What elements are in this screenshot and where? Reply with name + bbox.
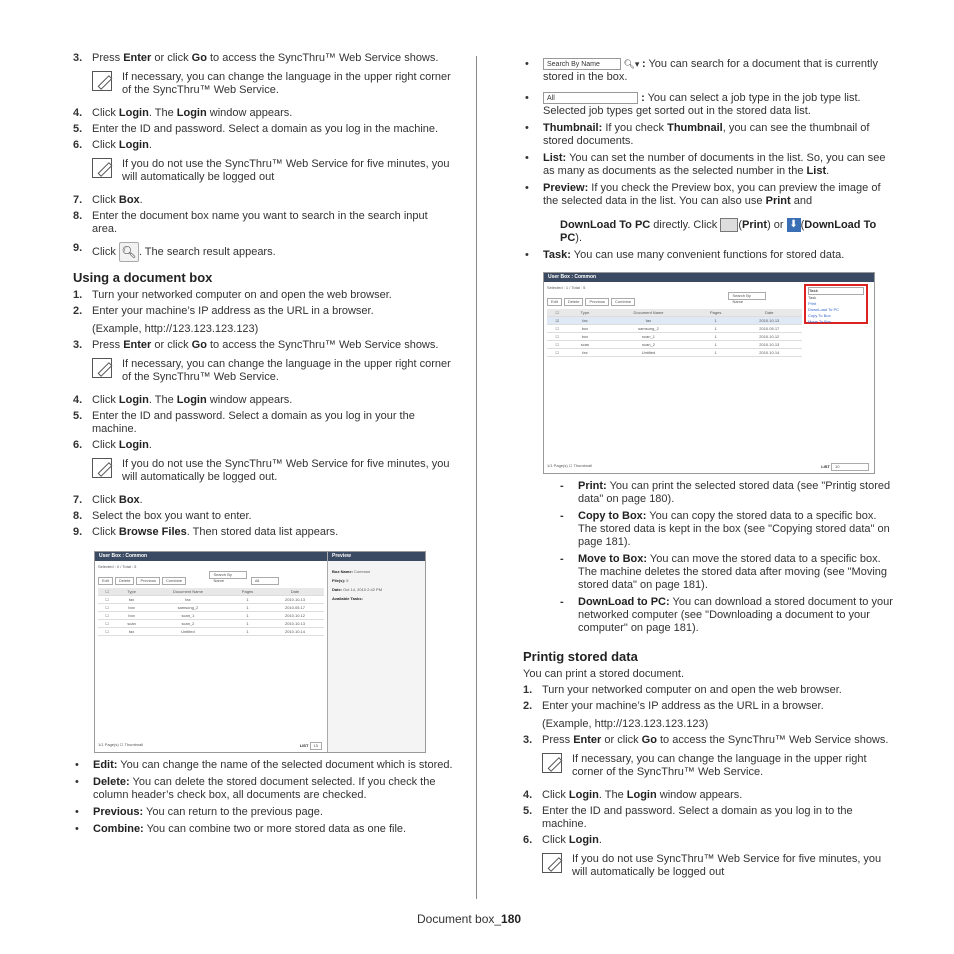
list-item: • Preview: If you check the Preview box, you can preview the image of the selected data in the list. You can also use Print and xyxy=(525,182,881,207)
thumbnail-checkbox[interactable]: Thumbnail xyxy=(573,463,593,468)
list-item: • Search By Name 🔍︎▾ : You can search for a document that is currently stored in the box. xyxy=(525,58,878,83)
section-heading: Printig stored data xyxy=(523,649,638,664)
documents-table: ☐ Type Document Name Pages Date ☑ fax fax 1 2010.10.13 ☐ box samsung_2 1 2010.05.17 ☐ box scan_1 1 2010.10.12 ☐ scan scan_2 1 2010.10.13 ☐ fax Untitled 1 2010.10.14 xyxy=(547,309,802,357)
left-column xyxy=(73,52,453,840)
list-select[interactable]: 15 xyxy=(310,742,322,750)
note-pencil-icon xyxy=(92,158,112,178)
table-row[interactable]: ☑ fax fax 1 2010.10.13 xyxy=(547,317,802,325)
list-select[interactable]: 10 xyxy=(831,463,869,471)
note: If necessary, you can change the language in the upper right corner of the SyncThru™ Web Service. xyxy=(92,358,453,384)
step: 4. Click Login. The Login window appears. xyxy=(73,394,293,406)
delete-button[interactable]: Delete xyxy=(115,577,135,585)
step: 3. Press Enter or click Go to access the SyncThru™ Web Service shows. xyxy=(73,52,439,64)
step: 2. Enter your machine’s IP address as the URL in a browser. xyxy=(523,700,824,712)
download-icon: ⬇ xyxy=(787,218,801,232)
note-pencil-icon xyxy=(92,358,112,378)
table-row[interactable]: ☐ fax Untitled 1 2010.10.14 xyxy=(98,628,324,636)
list-item: • Edit: You can change the name of the selected document which is stored. xyxy=(75,759,453,771)
note: If necessary, you can change the language in the upper right corner of the SyncThru™ Web Service. xyxy=(542,753,898,779)
task-menu-item[interactable]: Task xyxy=(808,295,817,300)
task-select[interactable]: Task xyxy=(808,287,864,295)
previous-button[interactable]: Previous xyxy=(585,298,609,306)
documents-table: ☐ Type Document Name Pages Date ☐ fax fax 1 2010.10.13 ☐ box samsung_2 1 2010.05.17 ☐ box scan_1 1 2010.10.12 ☐ scan scan_2 1 2010.10.13 ☐ fax Untitled 1 2010.10.14 xyxy=(98,588,324,636)
step: 4. Click Login. The Login window appears. xyxy=(523,789,743,801)
step: 4. Click Login. The Login window appears. xyxy=(73,107,293,119)
list-item: • Task: You can use many convenient functions for stored data. xyxy=(525,249,845,261)
step: 3. Press Enter or click Go to access the SyncThru™ Web Service shows. xyxy=(523,734,889,746)
list-item: - Print: You can print the selected stored data (see "Printig stored data" on page 180). xyxy=(560,480,891,505)
task-menu-item[interactable]: Copy To Box xyxy=(808,313,831,318)
intro-text: You can print a stored document. xyxy=(523,668,685,680)
table-row[interactable]: ☐ box samsung_2 1 2010.05.17 xyxy=(98,604,324,612)
thumbnail-checkbox[interactable]: Thumbnail xyxy=(124,742,144,747)
search-icon: 🔍︎ xyxy=(119,242,139,262)
edit-button[interactable]: Edit xyxy=(547,298,562,306)
screenshot-stored-data-list: User Box : Common Selected : 0 / Total : 5 Edit Delete Previous Combine Search By Name All ☐ Type Document Name Pages Date ☐ fax fax 1 2010.10.13 ☐ box samsung_2 1 2010.05.17 ☐ box scan_1 1 2010.10.12 ☐ scan scan_2 1 2010.10.13 ☐ fax Untitled 1 2010.10.14 1/1 Page(s) ☐ Thumbnail LIST 15 Preview Box Name: Common File(s): 5 Date: Oct 14, 2010 2:42 PM Available Tasks: xyxy=(94,551,426,753)
step: 5. Enter the ID and password. Select a domain as you log in to the machine. xyxy=(523,805,853,830)
search-by-name-field[interactable]: Search By Name xyxy=(543,58,621,70)
task-menu-item[interactable]: Move To Box xyxy=(808,319,832,324)
download-line: DownLoad To PC directly. Click (Print) or ⬇ (DownLoad To PC). xyxy=(560,218,877,244)
step: 6. Click Login. xyxy=(73,439,152,451)
step: 8. Enter the document box name you want to search in the search input area. xyxy=(73,210,428,235)
step: 9. Click 🔍︎ . The search result appears. xyxy=(73,242,453,262)
list-item: • Delete: You can delete the stored document selected. If you check the column header’s check box, all documents are checked. xyxy=(75,776,436,801)
step: (Example, http://123.123.123.123) xyxy=(92,323,259,335)
list-item: - Move to Box: You can move the stored data to a specific box. The machine deletes the stored data after moving (see "Moving stored data" on page 181). xyxy=(560,553,888,591)
edit-button[interactable]: Edit xyxy=(98,577,113,585)
previous-button[interactable]: Previous xyxy=(136,577,160,585)
task-menu-item[interactable]: DownLoad To PC xyxy=(808,307,840,312)
step: 2. Enter your machine’s IP address as the URL in a browser. xyxy=(73,305,374,317)
list-item: • Thumbnail: If you check Thumbnail, you can see the thumbnail of stored documents. xyxy=(525,122,870,147)
search-input[interactable]: Search By Name xyxy=(209,571,247,579)
window-title: User Box : Common xyxy=(95,552,327,561)
page-footer: Document box_180 xyxy=(417,912,522,926)
table-row[interactable]: ☐ box scan_1 1 2010.10.12 xyxy=(547,333,802,341)
step: 6. Click Login. xyxy=(73,139,152,151)
table-row[interactable]: ☐ box scan_1 1 2010.10.12 xyxy=(98,612,324,620)
print-icon xyxy=(720,218,738,232)
list-item: • All : You can select a job type in the job type list. Selected job types get sorted out in the stored data list. xyxy=(525,92,861,117)
step: 6. Click Login. xyxy=(523,834,602,846)
note: If necessary, you can change the language in the upper right corner of the SyncThru™ Web Service. xyxy=(92,71,453,97)
table-row[interactable]: ☐ box samsung_2 1 2010.05.17 xyxy=(547,325,802,333)
list-item: - Copy to Box: You can copy the stored data to a specific box. The stored data is kept in the box (see "Copying stored data" on page 181). xyxy=(560,510,890,548)
selected-count: Selected : 0 / Total : 5 xyxy=(98,564,137,569)
step: 8. Select the box you want to enter. xyxy=(73,510,252,522)
task-menu-item[interactable]: Print xyxy=(808,301,817,306)
step: 7. Click Box. xyxy=(73,194,143,206)
step: 5. Enter the ID and password. Select a domain as you log in the machine. xyxy=(73,123,439,135)
list-item: • Combine: You can combine two or more stored data as one file. xyxy=(75,823,407,835)
combine-button[interactable]: Combine xyxy=(162,577,186,585)
note-pencil-icon xyxy=(542,853,562,873)
step: 1. Turn your networked computer on and open the web browser. xyxy=(73,289,392,301)
screenshot-task-menu: User Box : Common Selected : 1 / Total : 5 Edit Delete Previous Combine Search By Name ☐ Type Document Name Pages Date ☑ fax fax 1 2010.10.13 ☐ box samsung_2 1 2010.05.17 ☐ box scan_1 1 2010.10.12 ☐ scan scan_2 1 2010.10.13 ☐ fax Untitled 1 2010.10.14 Task Task Print DownLoad To PC Copy To Box Move To Box 1/1 Page(s) ☐ Thumbnail LIST 10 xyxy=(543,272,875,474)
delete-button[interactable]: Delete xyxy=(564,298,584,306)
table-row[interactable]: ☐ scan scan_2 1 2010.10.13 xyxy=(98,620,324,628)
step: 9. Click Browse Files. Then stored data list appears. xyxy=(73,526,339,538)
note-pencil-icon xyxy=(92,71,112,91)
list-item: • Previous: You can return to the previous page. xyxy=(75,806,323,818)
type-select[interactable]: All xyxy=(251,577,279,585)
page-indicator: 1/1 Page(s) xyxy=(547,463,568,468)
job-type-select[interactable]: All xyxy=(543,92,638,104)
list-item: - DownLoad to PC: You can download a stored document to your networked computer (see "Downloading a document to your computer" on page 181). xyxy=(560,596,893,634)
step: 1. Turn your networked computer on and open the web browser. xyxy=(523,684,842,696)
task-menu-highlight xyxy=(804,284,868,324)
note: If you do not use the SyncThru™ Web Service for five minutes, you will automatically be logged out xyxy=(92,158,453,184)
table-row[interactable]: ☐ scan scan_2 1 2010.10.13 xyxy=(547,341,802,349)
step: 3. Press Enter or click Go to access the SyncThru™ Web Service shows. xyxy=(73,339,439,351)
selected-count: Selected : 1 / Total : 5 xyxy=(547,285,586,290)
note-pencil-icon xyxy=(542,753,562,773)
step: 5. Enter the ID and password. Select a domain as you log in your the machine. xyxy=(73,410,415,435)
page-indicator: 1/1 Page(s) xyxy=(98,742,119,747)
step: 7. Click Box. xyxy=(73,494,143,506)
preview-title: Preview xyxy=(328,552,425,561)
section-heading: Using a document box xyxy=(73,270,213,285)
table-row[interactable]: ☐ fax Untitled 1 2010.10.14 xyxy=(547,349,802,357)
note-pencil-icon xyxy=(92,458,112,478)
window-title: User Box : Common xyxy=(544,273,874,282)
step: (Example, http://123.123.123.123) xyxy=(542,718,709,730)
note: If you do not use SyncThru™ Web Service for five minutes, you will automatically be logged out xyxy=(542,853,898,879)
search-input[interactable]: Search By Name xyxy=(728,292,766,300)
note: If you do not use the SyncThru™ Web Service for five minutes, you will automatically be logged out. xyxy=(92,458,453,484)
list-item: • List: You can set the number of documents in the list. So, you can see as many as documents as the selected number in the List. xyxy=(525,152,886,177)
table-row[interactable]: ☐ fax fax 1 2010.10.13 xyxy=(98,596,324,604)
combine-button[interactable]: Combine xyxy=(611,298,635,306)
right-column xyxy=(523,58,898,889)
column-divider xyxy=(476,56,477,899)
